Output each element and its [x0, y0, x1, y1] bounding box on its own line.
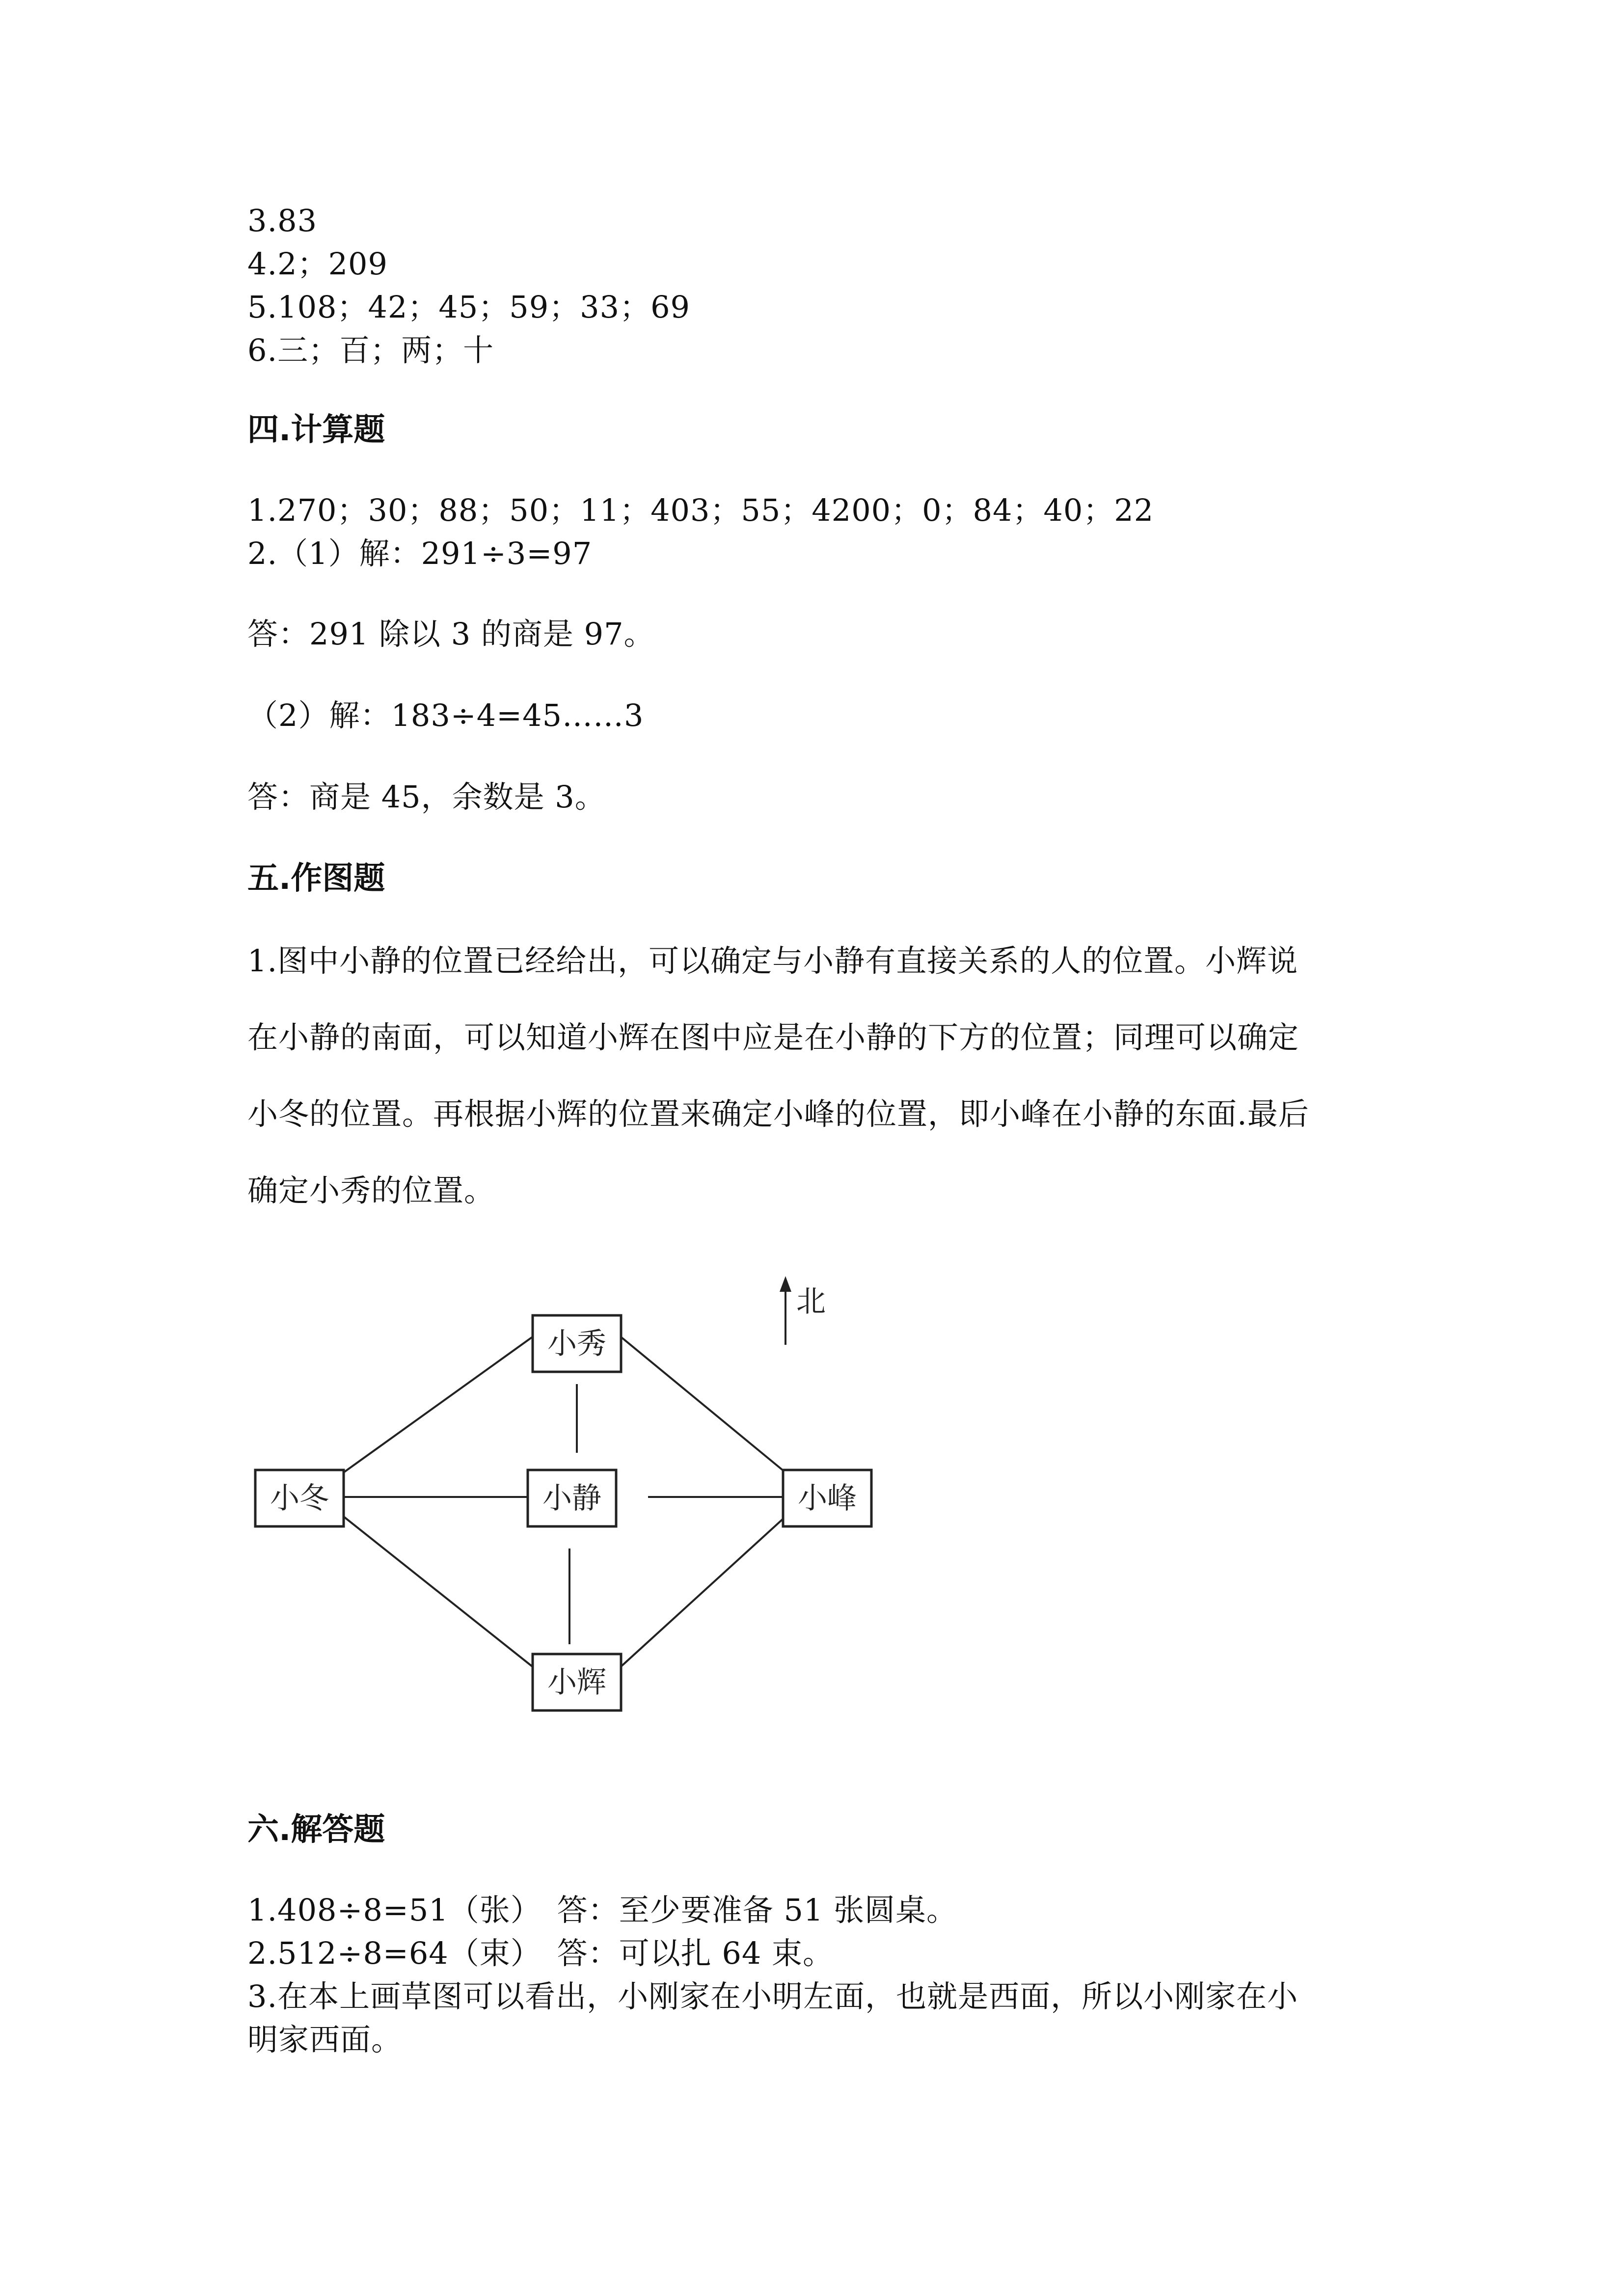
answer-line: 1.270；30；88；50；11；403；55；4200；0；84；40；22 — [247, 492, 1154, 528]
answer-line: （2）解：183÷4=45……3 — [247, 697, 644, 733]
position-diagram — [245, 1266, 884, 1728]
answer-line: 5.108；42；45；59；33；69 — [247, 289, 690, 325]
answer-line: 4.2；209 — [247, 246, 388, 282]
answer-line: 明家西面。 — [247, 2022, 403, 2057]
connector-line — [619, 1517, 785, 1669]
section-heading: 五.作图题 — [247, 860, 385, 897]
explanation-paragraph — [247, 923, 1381, 1229]
label-right: 小峰 — [798, 1481, 857, 1516]
answer-line: 3.83 — [247, 203, 318, 239]
paragraph-line: 在小静的南面，可以知道小辉在图中应是在小静的下方的位置；同理可以确定 — [247, 1019, 1299, 1055]
answer-line: 答：291 除以 3 的商是 97。 — [247, 616, 655, 652]
connector-line — [344, 1335, 535, 1472]
answer-line: 1.408÷8=51（张） 答：至少要准备 51 张圆桌。 — [247, 1892, 958, 1928]
paragraph-line: 确定小秀的位置。 — [247, 1173, 495, 1208]
label-bottom: 小辉 — [547, 1665, 606, 1700]
label-left: 小冬 — [270, 1481, 329, 1516]
answer-line: 答：商是 45，余数是 3。 — [247, 779, 606, 815]
connector-line — [344, 1517, 535, 1669]
answer-line: 2.512÷8=64（束） 答：可以扎 64 束。 — [247, 1935, 834, 1971]
paragraph-line: 1.图中小静的位置已经给出，可以确定与小静有直接关系的人的位置。小辉说 — [247, 943, 1299, 979]
north-arrow-head — [780, 1276, 791, 1292]
section-heading: 四.计算题 — [247, 412, 385, 448]
answer-line: 3.在本上画草图可以看出，小刚家在小明左面，也就是西面，所以小刚家在小 — [247, 1978, 1299, 2014]
paragraph-line: 小冬的位置。再根据小辉的位置来确定小峰的位置，即小峰在小静的东面.最后 — [247, 1096, 1309, 1132]
label-top: 小秀 — [547, 1327, 606, 1361]
label-center: 小静 — [542, 1481, 601, 1516]
answer-line: 6.三；百；两；十 — [247, 332, 494, 368]
answer-line: 2.（1）解：291÷3=97 — [247, 535, 593, 571]
north-label: 北 — [796, 1284, 826, 1319]
section-heading: 六.解答题 — [247, 1812, 385, 1848]
connector-line — [619, 1335, 785, 1472]
